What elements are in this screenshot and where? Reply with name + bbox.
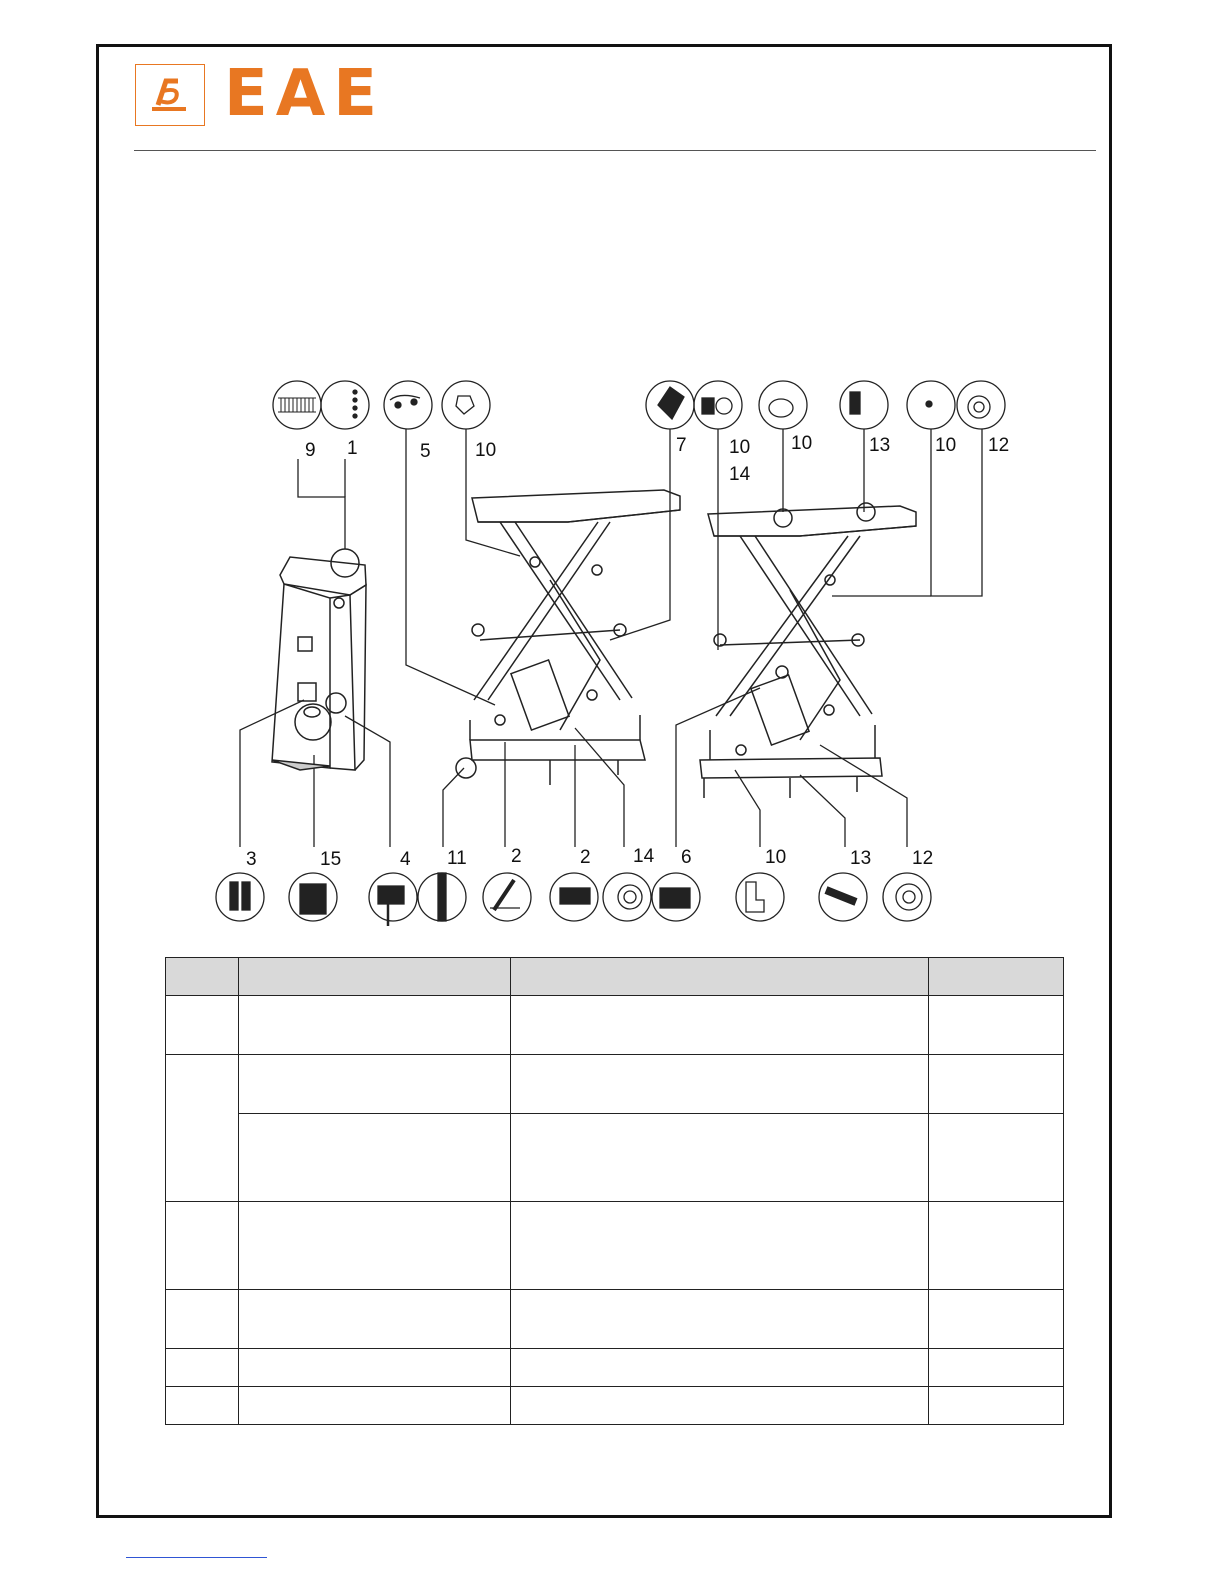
table-cell (166, 1055, 239, 1202)
control-cabinet-drawing (272, 549, 366, 770)
detail-circle-12 (957, 381, 1005, 429)
callout-11: 11 (447, 848, 467, 869)
table-row (166, 1387, 1064, 1425)
table-cell (239, 1055, 511, 1114)
callout-6: 6 (681, 847, 692, 868)
table-cell (511, 1202, 929, 1290)
table-header-cell (239, 958, 511, 996)
detail-circle-13 (840, 381, 888, 429)
callout-2: 2 (511, 846, 522, 867)
table-row (166, 1349, 1064, 1387)
detail-circle-4 (369, 873, 417, 926)
table-cell (239, 1290, 511, 1349)
detail-circle-12b (883, 873, 931, 921)
table-row (166, 1114, 1064, 1202)
detail-circle-5 (384, 381, 432, 429)
table-cell (511, 1387, 929, 1425)
callout-13: 13 (869, 435, 891, 456)
table-row (166, 1290, 1064, 1349)
callout-2: 2 (580, 847, 591, 868)
detail-circle-3 (216, 873, 264, 921)
table-row (166, 996, 1064, 1055)
callout-13: 13 (850, 848, 872, 869)
callout-12: 12 (912, 848, 934, 869)
table-cell (239, 1387, 511, 1425)
table-cell (166, 1387, 239, 1425)
table-header-row (166, 958, 1064, 996)
callout-9: 9 (305, 440, 316, 461)
detail-circle-10 (442, 381, 490, 429)
table-cell (511, 1055, 929, 1114)
callout-12: 12 (988, 435, 1010, 456)
table-cell (511, 1349, 929, 1387)
table-cell (511, 1114, 929, 1202)
callout-10: 10 (729, 437, 751, 458)
table-row (166, 1055, 1064, 1114)
callout-10: 10 (935, 435, 957, 456)
callout-14: 14 (633, 846, 655, 867)
detail-circle-10c (907, 381, 955, 429)
table-header-cell (166, 958, 239, 996)
table-header-cell (929, 958, 1064, 996)
callout-7: 7 (676, 435, 687, 456)
callout-10: 10 (765, 847, 787, 868)
brand-name: EAE (224, 57, 385, 131)
table-cell (166, 996, 239, 1055)
callout-4: 4 (400, 849, 411, 870)
detail-circle-9 (273, 381, 321, 429)
footer-link-underline[interactable] (126, 1557, 267, 1558)
detail-circle-11 (418, 873, 466, 921)
table-cell (929, 1290, 1064, 1349)
table-cell (929, 1387, 1064, 1425)
detail-circle-10-14 (694, 381, 742, 429)
callout-10: 10 (475, 440, 497, 461)
detail-circle-10d (736, 873, 784, 921)
detail-circle-15 (289, 873, 337, 921)
table-cell (929, 1349, 1064, 1387)
table-cell (929, 1114, 1064, 1202)
scissor-lift-drawing-left (456, 490, 680, 785)
table-cell (929, 1202, 1064, 1290)
table-cell (166, 1290, 239, 1349)
callout-14: 14 (729, 464, 751, 485)
callout-10: 10 (791, 433, 813, 454)
table-cell (511, 1290, 929, 1349)
detail-circle-6 (652, 873, 700, 921)
table-row (166, 1202, 1064, 1290)
table-cell (239, 1114, 511, 1202)
detail-circle-2b (550, 873, 598, 921)
detail-circle-14 (603, 873, 651, 921)
table-cell (929, 996, 1064, 1055)
table-cell (239, 996, 511, 1055)
callout-1: 1 (347, 438, 358, 459)
detail-circle-7 (646, 381, 694, 429)
detail-circle-1 (321, 381, 369, 429)
callout-3: 3 (246, 849, 257, 870)
table-cell (239, 1202, 511, 1290)
scissor-lift-drawing-right (700, 503, 916, 798)
detail-circle-10b (759, 381, 807, 429)
table-cell (166, 1349, 239, 1387)
callout-5: 5 (420, 441, 431, 462)
detail-circle-2 (483, 873, 531, 921)
table-cell (511, 996, 929, 1055)
table-cell (929, 1055, 1064, 1114)
table-cell (166, 1202, 239, 1290)
table-header-cell (511, 958, 929, 996)
detail-circle-13b (819, 873, 867, 921)
callout-15: 15 (320, 849, 342, 870)
table-cell (239, 1349, 511, 1387)
parts-table (165, 957, 1064, 1425)
